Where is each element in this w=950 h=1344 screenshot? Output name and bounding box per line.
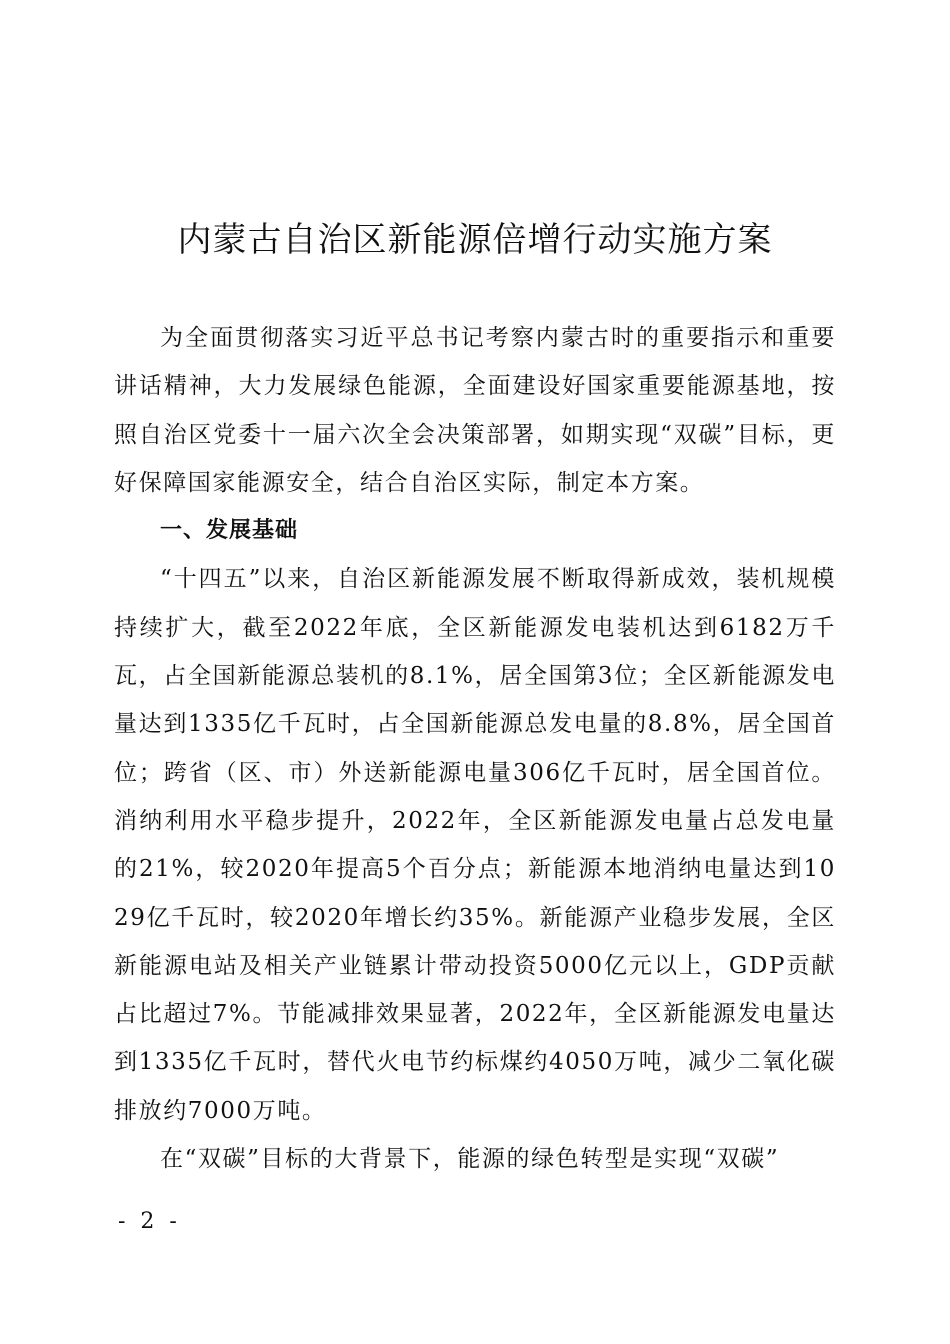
- intro-paragraph: 为全面贯彻落实习近平总书记考察内蒙古时的重要指示和重要讲话精神，大力发展绿色能源，全面建设好国家重要能源基地，按照自治区党委十一届六次全会决策部署，如期实现“双碳”目标，更好保障国家能源安全，结合自治区实际，制定本方案。: [114, 325, 836, 496]
- page-number: - 2 -: [118, 1209, 181, 1234]
- document-title: 内蒙古自治区新能源倍增行动实施方案: [177, 220, 773, 260]
- document-body: [114, 314, 836, 1183]
- body-paragraph: “十四五”以来，自治区新能源发展不断取得新成效，装机规模持续扩大，截至2022年底，全区新能源发电装机达到6182万千瓦，占全国新能源总装机的8.1%，居全国第3位；全区新能源发电量达到1335亿千瓦时，占全国新能源总发电量的8.8%，居全国首位；跨省（区、市）外送新能源电量306亿千瓦时，居全国首位。消纳利用水平稳步提升，2022年，全区新能源发电量占总发电量的21%，较2020年提高5个百分点；新能源本地消纳电量达到1029亿千瓦时，较2020年增长约35%。新能源产业稳步发展，全区新能源电站及相关产业链累计带动投资5000亿元以上，GDP贡献占比超过7%。节能减排效果显著，2022年，全区新能源发电量达到1335亿千瓦时，替代火电节约标煤约4050万吨，减少二氧化碳排放约7000万吨。: [114, 566, 836, 1124]
- section-heading: 一、发展基础: [160, 518, 299, 544]
- body-paragraph: 在“双碳”目标的大背景下，能源的绿色转型是实现“双碳”: [160, 1146, 780, 1173]
